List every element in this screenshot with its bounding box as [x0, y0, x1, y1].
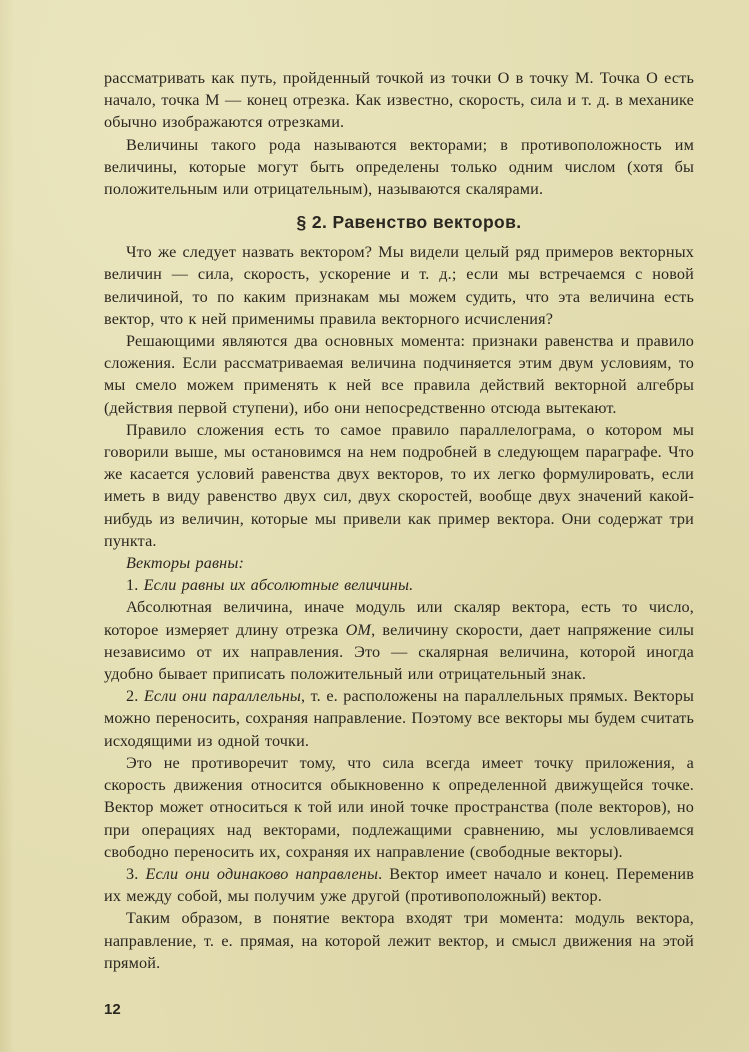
absolute-value-text-a: Абсолютная величина, иначе модуль или скаляр вектора, есть то число, которое измеряет длину отрезка	[104, 598, 694, 639]
condition-2-rest: , т. е. расположены на параллельных прямых. Векторы можно переносить, сохраняя направление. Поэтому все векторы мы будем считать исходящими из одной точки.	[104, 687, 694, 750]
paragraph-three-moments: Таким образом, в понятие вектора входят три момента: модуль вектора, направление, т. е. прямая, на которой лежит вектор, и смысл движения на этой прямой.	[104, 909, 694, 972]
condition-1-text: Если равны их абсолютные величины.	[143, 576, 414, 595]
condition-2-number: 2.	[126, 687, 144, 706]
vectors-equal-label: Векторы равны:	[126, 554, 245, 573]
condition-2	[104, 685, 694, 752]
condition-1-number: 1.	[126, 576, 144, 595]
page-number: 12	[104, 1001, 121, 1018]
paragraph-two-moments: Решающими являются два основных момента: признаки равенства и правило сложения. Если рассматриваемая величина подчиняется этим двум условиям, то мы смело можем применять к ней все правила действий векторной алгебры (действия первой ступени), ибо они непосредственно отсюда вытекают.	[104, 332, 694, 417]
condition-2-text: Если они параллельны	[143, 687, 302, 706]
paragraph-vectors-vs-scalars: Величины такого рода называются векторами; в противоположность им величины, которые могут быть определены только одним числом (хотя бы положительным или отрицательным), называются скалярами.	[104, 135, 694, 199]
condition-3	[104, 863, 694, 907]
absolute-value-text-b: , величину скорости, дает напряжение силы независимо от их направления. Это — скалярная величина, которой иногда удобно бывает приписать положительный или отрицательный знак.	[104, 620, 694, 684]
condition-3-rest: . Вектор имеет начало и конец. Переменив их между собой, мы получим уже другой (противоположный) вектор.	[104, 864, 694, 906]
paragraph-addition-rule: Правило сложения есть то самое правило параллелограма, о котором мы говорили выше, мы остановимся на нем подробней в следующем параграфе. Что же касается условий равенства двух векторов, то их легко формулировать, если иметь в виду равенство двух сил, двух скоростей, вообще двух значений какой-нибудь из величин, которые мы привели как пример вектора. Они содержат три пункта.	[104, 420, 694, 550]
paragraph-what-is-vector: Что же следует назвать вектором? Мы видели целый ряд примеров векторных величин — сила, скорость, ускорение и т. д.; если мы встречаемся с новой величиной, то по каким признакам мы можем судить, что эта величина есть вектор, что к ней применимы правила векторного исчисления?	[104, 243, 694, 328]
section-heading: § 2. Равенство векторов.	[296, 212, 522, 233]
paragraph-vectors-as-segments: рассматривать как путь, пройденный точкой из точки O в точку M. Точка O есть начало, точка M — конец отрезка. Как известно, скорость, сила и т. д. в механике обычно изображаются отрезками.	[104, 69, 694, 132]
condition-3-text: Если они одинаково направлены	[145, 864, 379, 883]
segment-om: OM	[345, 620, 372, 639]
condition-1	[104, 574, 694, 596]
condition-3-number: 3.	[126, 864, 146, 883]
paragraph-free-vectors: Это не противоречит тому, что сила всегда имеет точку приложения, а скорость движения относится обыкновенно к определенной движущейся точке. Вектор может относиться к той или иной точке пространства (поле векторов), но при операциях над векторами, подлежащими сравнению, мы условливаемся свободно переносить их, сохраняя их направление (свободные векторы).	[104, 753, 694, 861]
book-page	[104, 67, 694, 974]
paragraph-absolute-value	[104, 596, 694, 685]
